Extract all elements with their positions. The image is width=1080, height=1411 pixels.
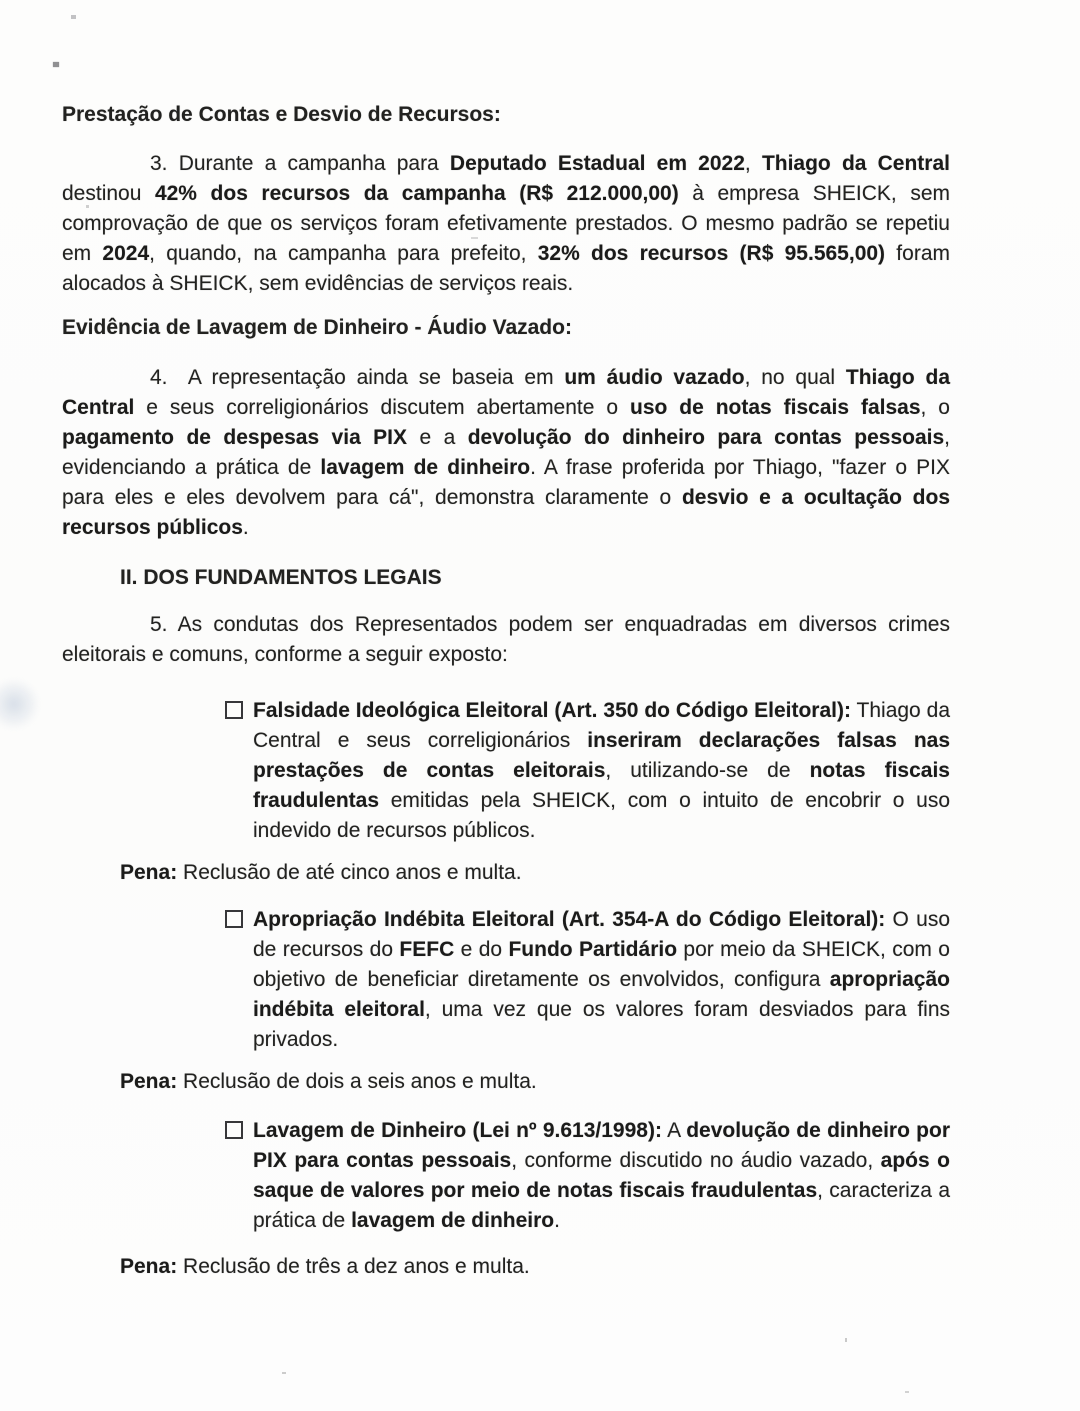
document-content: [62, 100, 950, 1282]
penalty-line-apropriacao: [120, 1067, 950, 1097]
empty-checkbox-icon: [225, 701, 243, 719]
legal-item-apropriacao-indebita: [225, 905, 950, 1055]
scan-speck: [71, 15, 76, 19]
penalty-line-lavagem: [120, 1252, 950, 1282]
penalty-label: Pena:: [120, 1070, 178, 1093]
empty-checkbox-icon: [225, 1121, 243, 1139]
section-heading-evidencia-lavagem: Evidência de Lavagem de Dinheiro - Áudio Vazado:: [62, 316, 572, 339]
legal-item-falsidade-ideologica: [225, 696, 950, 846]
legal-item-text: Apropriação Indébita Eleitoral (Art. 354-A do Código Eleitoral): O uso de recursos do FEFC e do Fundo Partidário por meio da SHEICK, com o objetivo de beneficiar diretamente os envolvidos, configura apropriação indébita eleitoral, uma vez que os valores foram desviados para fins privados.: [253, 908, 950, 1051]
section-heading-fundamentos-legais: II. DOS FUNDAMENTOS LEGAIS: [120, 566, 442, 589]
scan-speck: [53, 62, 59, 67]
legal-item-lavagem-dinheiro: [225, 1116, 950, 1236]
paragraph-3: 3. Durante a campanha para Deputado Estadual em 2022, Thiago da Central destinou 42% dos recursos da campanha (R$ 212.000,00) à empresa SHEICK, sem comprovação de que os serviços foram efetivamente prestados. O mesmo padrão se repetiu em 2024, quando, na campanha para prefeito, 32% dos recursos (R$ 95.565,00) foram alocados à SHEICK, sem evidências de serviços reais.: [62, 152, 950, 295]
penalty-text: Reclusão de até cinco anos e multa.: [177, 861, 522, 884]
legal-item-text: Lavagem de Dinheiro (Lei nº 9.613/1998): A devolução de dinheiro por PIX para contas pessoais, conforme discutido no áudio vazado, após o saque de valores por meio de notas fiscais fraudulentas, caracteriza a prática de lavagem de dinheiro.: [253, 1119, 951, 1232]
scan-smudge: [0, 678, 40, 730]
paragraph-5: 5. As condutas dos Representados podem ser enquadradas em diversos crimes eleitorais e comuns, conforme a seguir exposto:: [62, 613, 950, 666]
scan-speck: [905, 1391, 909, 1393]
penalty-label: Pena:: [120, 861, 178, 884]
scan-speck: [282, 1372, 286, 1374]
legal-item-text: Falsidade Ideológica Eleitoral (Art. 350 do Código Eleitoral): Thiago da Central e seus correligionários inseriram declarações falsas nas prestações de contas eleitorais, utilizando-se de notas fiscais fraudulentas emitidas pela SHEICK, com o intuito de encobrir o uso indevido de recursos públicos.: [253, 699, 951, 842]
section-heading-prestacao-de-contas: Prestação de Contas e Desvio de Recursos:: [62, 103, 501, 126]
penalty-text: Reclusão de três a dez anos e multa.: [177, 1255, 530, 1278]
penalty-text: Reclusão de dois a seis anos e multa.: [177, 1070, 537, 1093]
paragraph-4: 4. A representação ainda se baseia em um áudio vazado, no qual Thiago da Central e seus correligionários discutem abertamente o uso de notas fiscais falsas, o pagamento de despesas via PIX e a devolução do dinheiro para contas pessoais, evidenciando a prática de lavagem de dinheiro. A frase proferida por Thiago, "fazer o PIX para eles e eles devolvem para cá", demonstra claramente o desvio e a ocultação dos recursos públicos.: [62, 366, 951, 539]
scan-speck: [845, 1338, 847, 1342]
penalty-line-falsidade: [120, 858, 950, 888]
penalty-label: Pena:: [120, 1255, 178, 1278]
empty-checkbox-icon: [225, 910, 243, 928]
